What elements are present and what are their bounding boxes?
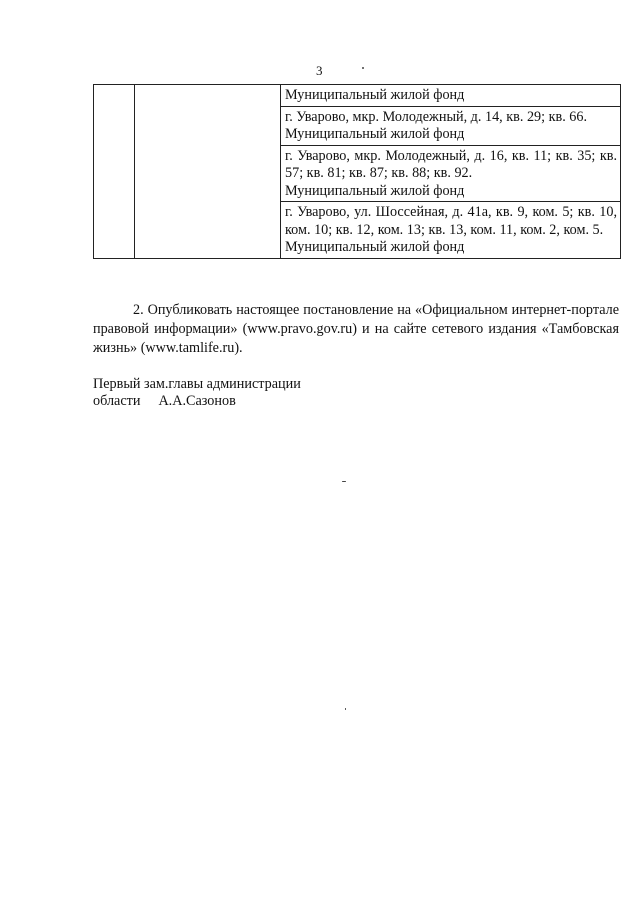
address-text: г. Уварово, мкр. Молодежный, д. 16, кв. 11; кв. 35; кв. 57; кв. 81; кв. 87; кв. 88; кв. 92. — [285, 147, 617, 181]
number-cell — [94, 85, 135, 259]
name-cell — [135, 85, 281, 259]
signatory-position: Первый зам.главы администрации — [93, 376, 301, 392]
address-table — [93, 84, 621, 259]
scan-speck — [362, 67, 364, 69]
publication-paragraph — [93, 301, 619, 358]
address-text: г. Уварово, мкр. Молодежный, д. 14, кв. 29; кв. 66. — [285, 108, 588, 125]
signatory-region: области — [93, 393, 141, 409]
fund-type: Муниципальный жилой фонд — [285, 182, 465, 199]
table-row — [94, 85, 621, 107]
scan-speck — [345, 708, 346, 710]
signatory-name: А.А.Сазонов — [158, 393, 236, 409]
address-cell — [281, 145, 621, 202]
fund-type: Муниципальный жилой фонд — [285, 126, 465, 142]
scan-speck — [342, 481, 346, 482]
signature-block — [93, 376, 301, 410]
address-cell — [281, 106, 621, 145]
paragraph-number: 2. — [133, 302, 144, 318]
page-number: 3 — [316, 63, 323, 78]
address-text: г. Уварово, ул. Шоссейная, д. 41а, кв. 9, ком. 5; кв. 10, ком. 10; кв. 12, ком. 13; кв. 13, ком. 11, ком. 2, ком. 5. — [285, 204, 617, 238]
address-cell — [281, 202, 621, 259]
address-cell — [281, 85, 621, 107]
fund-type: Муниципальный жилой фонд — [285, 239, 465, 255]
paragraph-text: Опубликовать настоящее постановление на «Официальном интернет-портале правовой информации» (www.pravo.gov.ru) и на сайте сетевого издания «Тамбовская жизнь» (www.tamlife.ru). — [93, 302, 620, 356]
fund-type: Муниципальный жилой фонд — [285, 87, 465, 103]
